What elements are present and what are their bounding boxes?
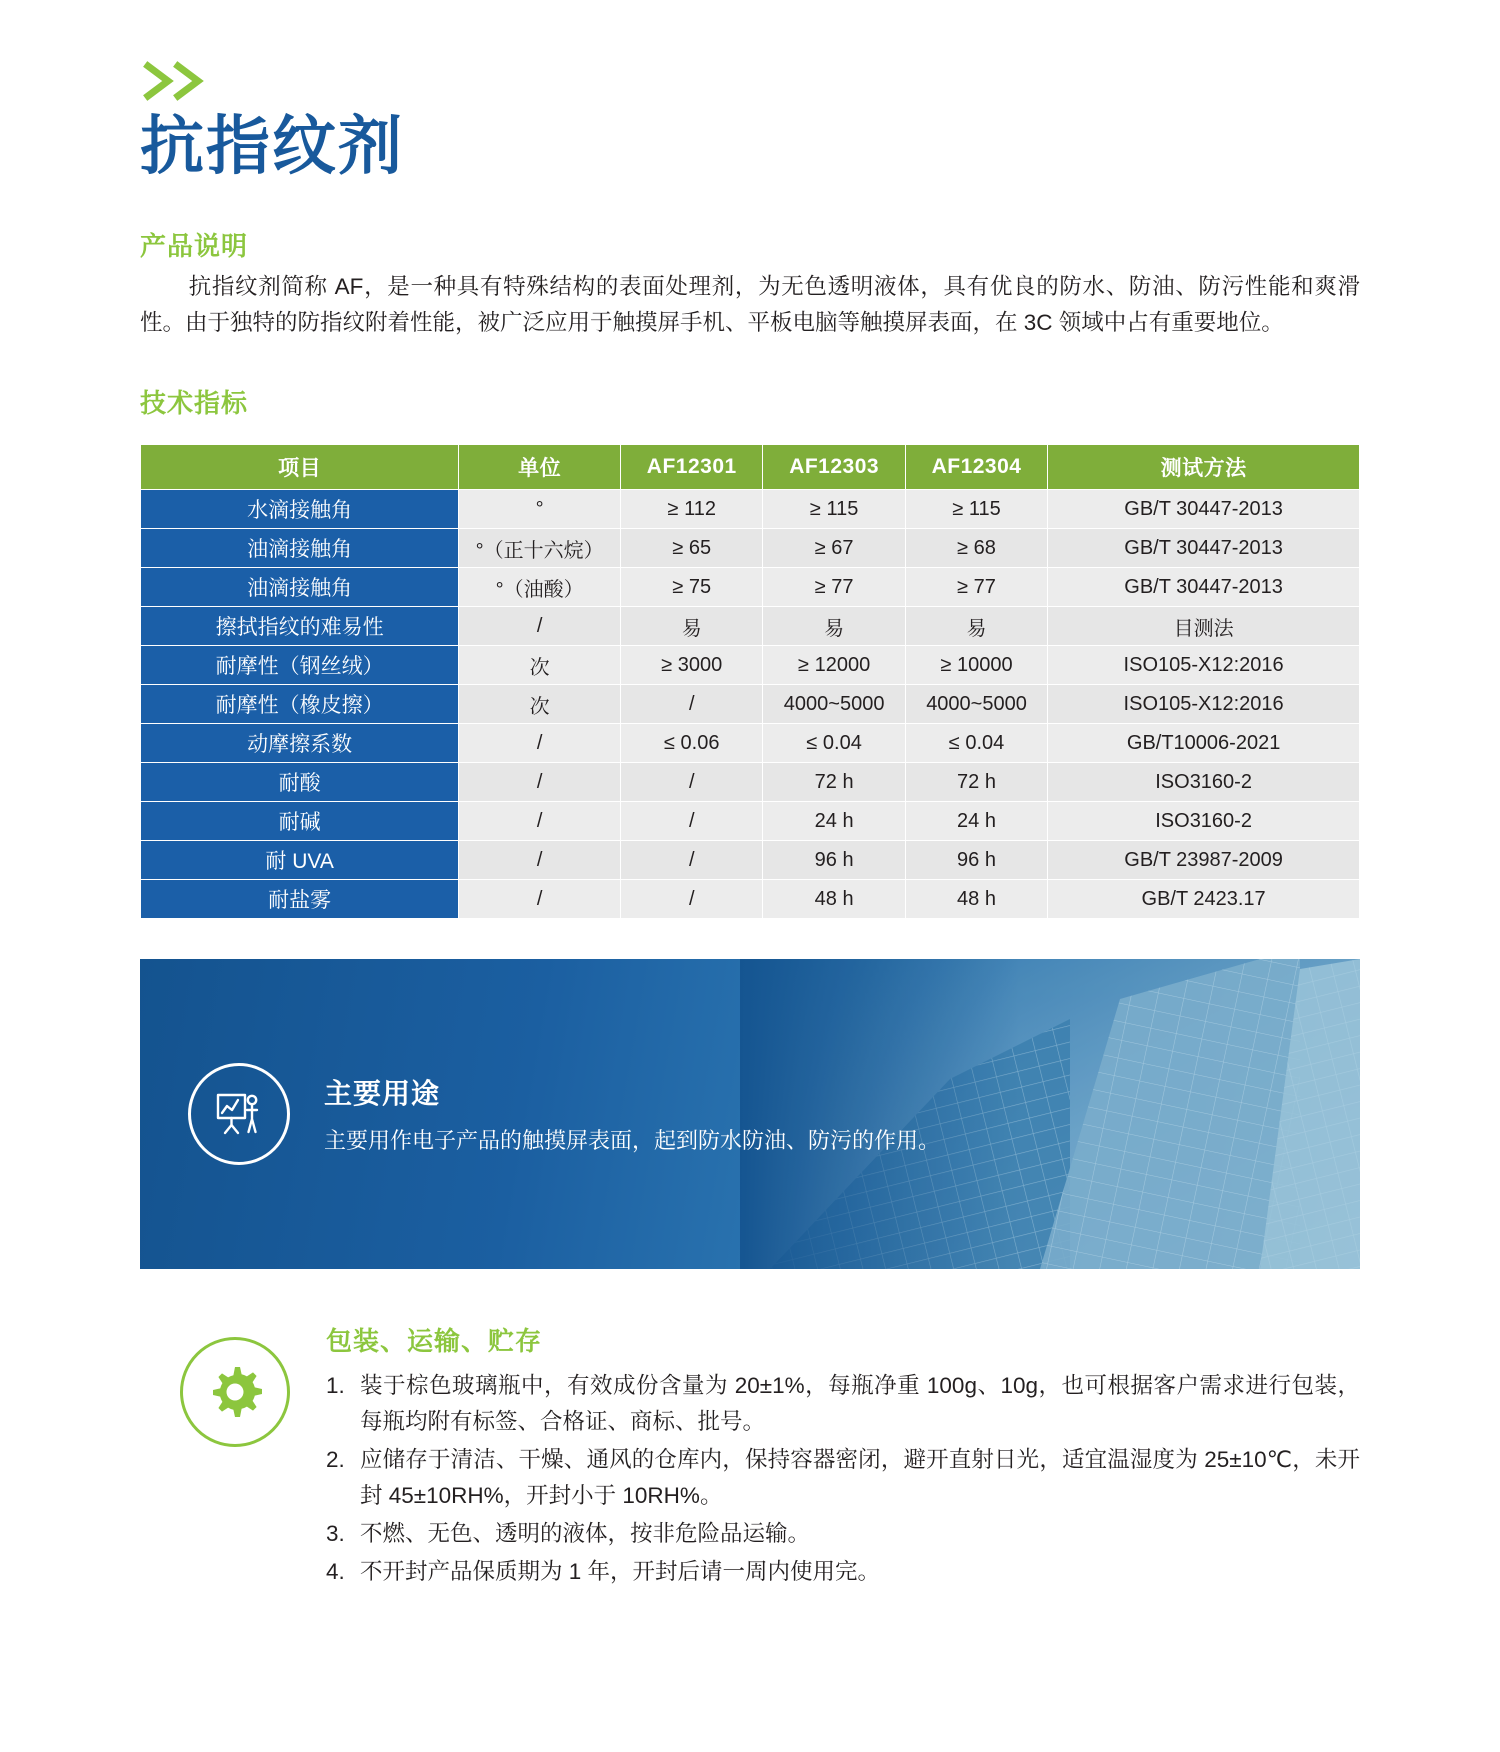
cell-af12303: ≥ 12000: [763, 646, 905, 685]
cell-af12304: 易: [905, 607, 1047, 646]
cell-af12304: ≥ 77: [905, 568, 1047, 607]
cell-test-method: GB/T 30447-2013: [1048, 490, 1360, 529]
list-item-number: 4.: [326, 1559, 345, 1585]
cell-af12301: ≥ 3000: [621, 646, 763, 685]
page-title: 抗指纹剂: [140, 110, 404, 182]
cell-af12303: ≤ 0.04: [763, 724, 905, 763]
list-item: [326, 1442, 1360, 1514]
cell-af12301: /: [621, 763, 763, 802]
product-description-text: [140, 269, 1360, 342]
usage-banner: [140, 959, 1360, 1269]
column-header-af12303: AF12303: [763, 445, 905, 490]
cell-unit: /: [459, 763, 621, 802]
cell-af12303: 24 h: [763, 802, 905, 841]
cell-item: 油滴接触角: [141, 529, 459, 568]
cell-item: 耐酸: [141, 763, 459, 802]
presentation-board-icon: [188, 1063, 290, 1165]
cell-test-method: 目测法: [1048, 607, 1360, 646]
cell-unit: /: [459, 802, 621, 841]
column-header-af12304: AF12304: [905, 445, 1047, 490]
packaging-body: [326, 1321, 1360, 1592]
tech-specs-table-wrapper: [140, 444, 1360, 919]
cell-item: 耐摩性（橡皮擦）: [141, 685, 459, 724]
table-row: [141, 724, 1360, 763]
cell-af12301: ≥ 75: [621, 568, 763, 607]
cell-item: 油滴接触角: [141, 568, 459, 607]
list-item: [326, 1516, 1360, 1552]
cell-item: 动摩擦系数: [141, 724, 459, 763]
cell-unit: °: [459, 490, 621, 529]
cell-test-method: GB/T 23987-2009: [1048, 841, 1360, 880]
usage-banner-content: [140, 959, 1360, 1269]
cell-af12304: ≥ 68: [905, 529, 1047, 568]
table-header: [141, 445, 1360, 490]
table-body: [141, 490, 1360, 919]
cell-unit: 次: [459, 685, 621, 724]
cell-af12304: ≥ 115: [905, 490, 1047, 529]
cell-af12301: ≥ 112: [621, 490, 763, 529]
cell-unit: °（油酸）: [459, 568, 621, 607]
cell-unit: /: [459, 607, 621, 646]
usage-banner-text: [324, 1072, 940, 1157]
cell-af12303: ≥ 77: [763, 568, 905, 607]
list-item: [326, 1368, 1360, 1440]
cell-af12304: ≥ 10000: [905, 646, 1047, 685]
list-item-number: 1.: [326, 1373, 345, 1399]
section-heading-product-description: 产品说明: [140, 230, 249, 261]
cell-test-method: GB/T10006-2021: [1048, 724, 1360, 763]
column-header-item: 项目: [141, 445, 459, 490]
cell-unit: /: [459, 724, 621, 763]
cell-test-method: ISO105-X12:2016: [1048, 685, 1360, 724]
cell-test-method: ISO105-X12:2016: [1048, 646, 1360, 685]
packaging-notes-list: [326, 1368, 1360, 1590]
cell-af12303: 96 h: [763, 841, 905, 880]
cell-unit: °（正十六烷）: [459, 529, 621, 568]
column-header-af12301: AF12301: [621, 445, 763, 490]
cell-item: 擦拭指纹的难易性: [141, 607, 459, 646]
cell-af12301: 易: [621, 607, 763, 646]
table-row: [141, 880, 1360, 919]
usage-banner-description: 主要用作电子产品的触摸屏表面，起到防水防油、防污的作用。: [324, 1127, 941, 1153]
cell-af12304: 48 h: [905, 880, 1047, 919]
table-row: [141, 841, 1360, 880]
tech-specs-table: [140, 444, 1360, 919]
table-row: [141, 763, 1360, 802]
product-description-body: 抗指纹剂简称 AF，是一种具有特殊结构的表面处理剂，为无色透明液体，具有优良的防水、防油、防污性能和爽滑性。由于独特的防指纹附着性能，被广泛应用于触摸屏手机、平板电脑等触摸屏表面，在 3C 领域中占有重要地位。: [140, 273, 1360, 336]
packaging-title: 包装、运输、贮存: [326, 1326, 543, 1357]
section-heading-tech-specs: 技术指标: [140, 388, 249, 419]
cell-af12301: /: [621, 880, 763, 919]
cell-af12303: 易: [763, 607, 905, 646]
cell-af12304: 24 h: [905, 802, 1047, 841]
table-row: [141, 685, 1360, 724]
cell-af12301: ≤ 0.06: [621, 724, 763, 763]
cell-unit: 次: [459, 646, 621, 685]
cell-af12304: 72 h: [905, 763, 1047, 802]
column-header-unit: 单位: [459, 445, 621, 490]
cell-unit: /: [459, 841, 621, 880]
cell-item: 耐摩性（钢丝绒）: [141, 646, 459, 685]
gear-icon: [180, 1337, 290, 1447]
cell-af12301: /: [621, 841, 763, 880]
list-item-text: 应储存于清洁、干燥、通风的仓库内，保持容器密闭，避开直射日光，适宜温湿度为 25±10℃，未开封 45±10RH%，开封小于 10RH%。: [360, 1447, 1360, 1509]
cell-af12303: 48 h: [763, 880, 905, 919]
cell-af12303: 4000~5000: [763, 685, 905, 724]
cell-af12304: ≤ 0.04: [905, 724, 1047, 763]
table-row: [141, 490, 1360, 529]
cell-af12303: ≥ 67: [763, 529, 905, 568]
table-row: [141, 802, 1360, 841]
list-item-number: 2.: [326, 1447, 345, 1473]
cell-item: 水滴接触角: [141, 490, 459, 529]
cell-af12304: 96 h: [905, 841, 1047, 880]
double-chevron-right-icon: [140, 0, 1360, 104]
cell-unit: /: [459, 880, 621, 919]
table-header-row: [141, 445, 1360, 490]
list-item-text: 不开封产品保质期为 1 年，开封后请一周内使用完。: [360, 1559, 881, 1585]
cell-item: 耐盐雾: [141, 880, 459, 919]
cell-af12304: 4000~5000: [905, 685, 1047, 724]
cell-af12301: /: [621, 685, 763, 724]
list-item: [326, 1554, 1360, 1590]
table-row: [141, 607, 1360, 646]
list-item-text: 不燃、无色、透明的液体，按非危险品运输。: [360, 1521, 811, 1547]
cell-af12301: ≥ 65: [621, 529, 763, 568]
table-row: [141, 529, 1360, 568]
cell-test-method: ISO3160-2: [1048, 763, 1360, 802]
cell-test-method: GB/T 30447-2013: [1048, 568, 1360, 607]
cell-test-method: GB/T 30447-2013: [1048, 529, 1360, 568]
cell-af12303: 72 h: [763, 763, 905, 802]
cell-item: 耐碱: [141, 802, 459, 841]
cell-test-method: GB/T 2423.17: [1048, 880, 1360, 919]
packaging-section: [140, 1321, 1360, 1592]
table-row: [141, 568, 1360, 607]
column-header-test-method: 测试方法: [1048, 445, 1360, 490]
table-row: [141, 646, 1360, 685]
cell-af12301: /: [621, 802, 763, 841]
cell-item: 耐 UVA: [141, 841, 459, 880]
cell-af12303: ≥ 115: [763, 490, 905, 529]
list-item-text: 装于棕色玻璃瓶中，有效成份含量为 20±1%，每瓶净重 100g、10g，也可根据客户需求进行包装，每瓶均附有标签、合格证、商标、批号。: [360, 1373, 1360, 1435]
cell-test-method: ISO3160-2: [1048, 802, 1360, 841]
list-item-number: 3.: [326, 1521, 345, 1547]
usage-banner-title: 主要用途: [324, 1077, 441, 1109]
